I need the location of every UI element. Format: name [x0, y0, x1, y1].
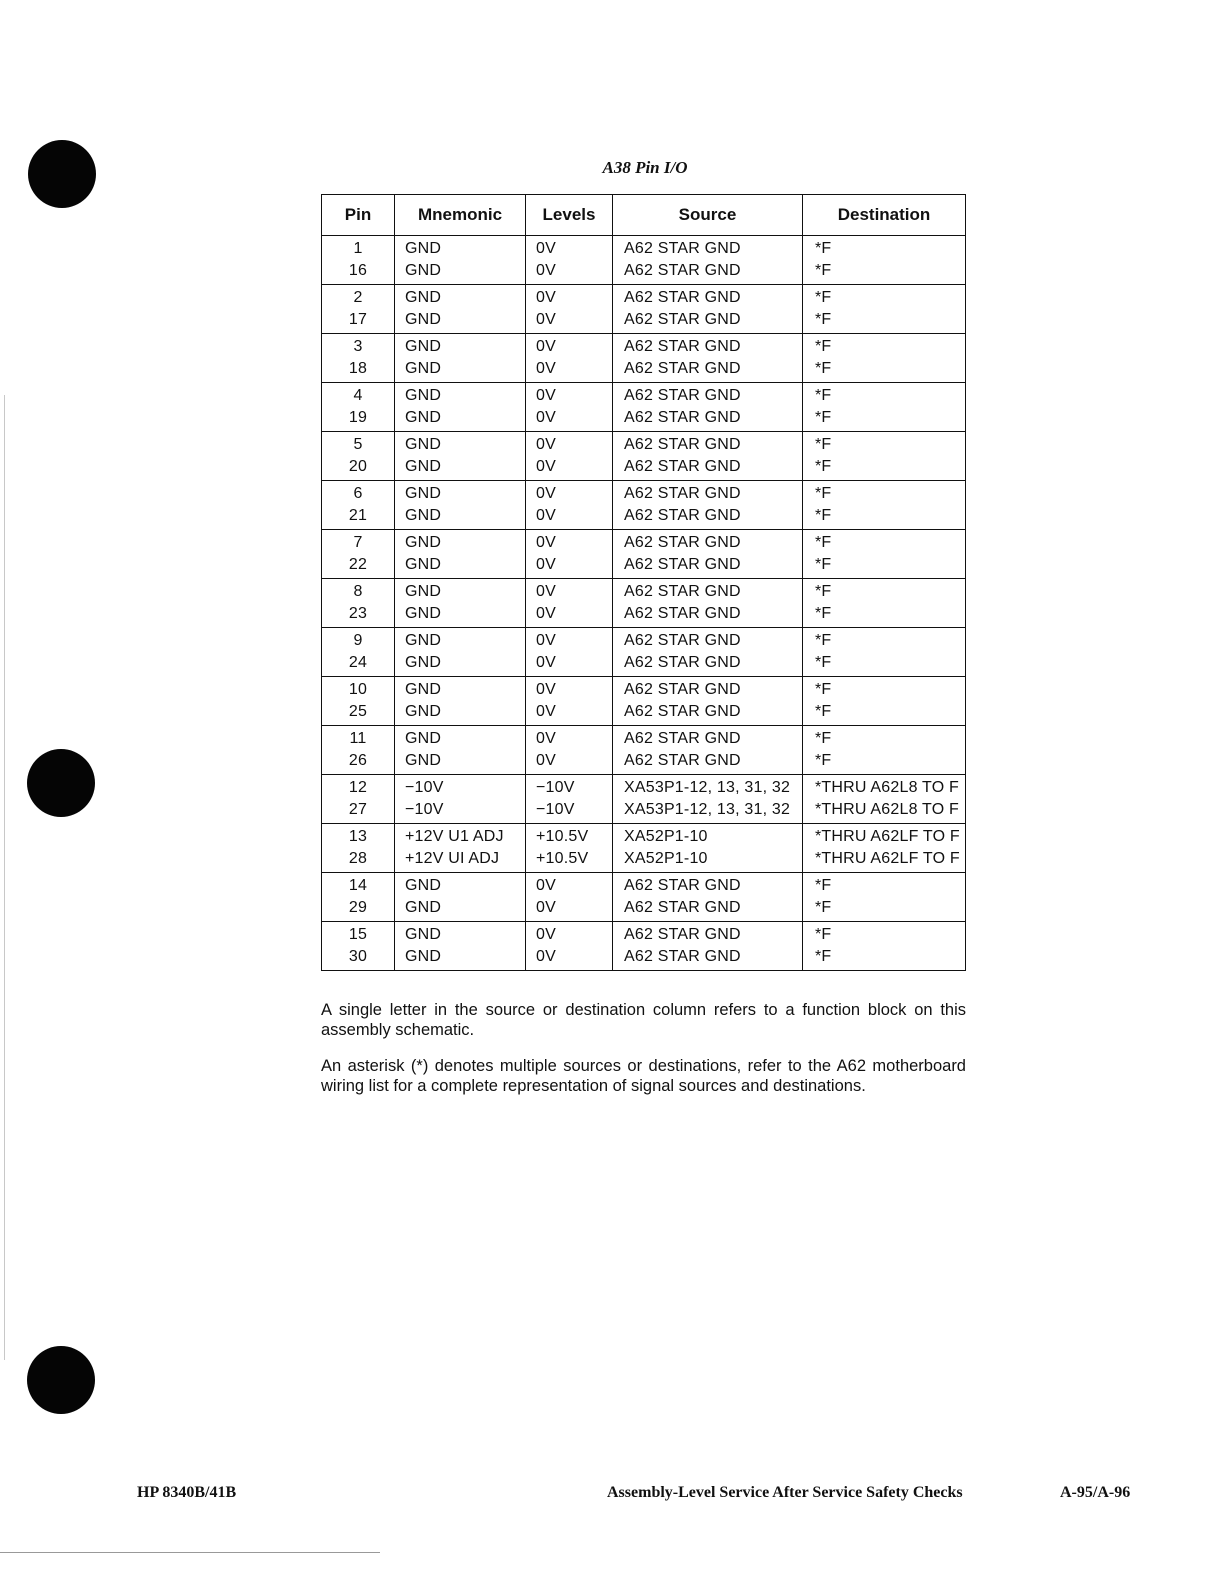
cell-source [613, 481, 803, 530]
cell-mnemonic-line: GND [405, 898, 442, 916]
cell-levels [526, 285, 613, 334]
cell-mnemonic-line: GND [405, 408, 442, 426]
cell-levels-line: 0V [536, 681, 556, 698]
cell-mnemonic-line: +12V UI ADJ [405, 849, 500, 867]
cell-source-line: A62 STAR GND [624, 485, 741, 502]
cell-mnemonic-line: GND [405, 289, 442, 306]
cell-pin-line: 12 [348, 779, 368, 796]
cell-destination [803, 481, 966, 530]
cell-destination-line: *THRU A62L8 TO F [815, 800, 959, 818]
cell-levels [526, 481, 613, 530]
cell-source-line: XA53P1-12, 13, 31, 32 [624, 800, 791, 818]
cell-levels [526, 236, 613, 285]
pin-io-table [321, 194, 966, 971]
cell-pin [322, 873, 395, 922]
cell-destination-line: *F [815, 534, 832, 551]
cell-mnemonic [395, 285, 526, 334]
cell-destination-line: *F [815, 506, 832, 524]
cell-levels-line: +10.5V [536, 849, 589, 867]
cell-destination-line: *F [815, 877, 832, 894]
cell-levels [526, 824, 613, 873]
cell-pin-line: 3 [353, 338, 363, 355]
cell-destination-line: *THRU A62LF TO F [815, 849, 960, 867]
cell-mnemonic [395, 775, 526, 824]
cell-levels-line: 0V [536, 751, 556, 769]
note-asterisk: An asterisk (*) denotes multiple sources or destinations, refer to the A62 motherboard wiring list for a complete representation of signal sources and destinations. [321, 1057, 966, 1095]
cell-pin-line: 11 [349, 730, 367, 747]
cell-source [613, 628, 803, 677]
cell-source-line: A62 STAR GND [624, 947, 741, 965]
cell-source-line: A62 STAR GND [624, 877, 741, 894]
cell-mnemonic-line: +12V U1 ADJ [405, 828, 504, 845]
cell-mnemonic-line: GND [405, 751, 442, 769]
cell-pin-line: 22 [348, 555, 368, 573]
cell-source-line: A62 STAR GND [624, 898, 741, 916]
cell-destination-line: *F [815, 681, 832, 698]
cell-source-line: A62 STAR GND [624, 408, 741, 426]
cell-levels-line: 0V [536, 653, 556, 671]
cell-destination-line: *F [815, 261, 832, 279]
cell-levels-line: 0V [536, 583, 556, 600]
cell-destination [803, 334, 966, 383]
cell-destination-line: *THRU A62LF TO F [815, 828, 960, 845]
cell-levels-line: −10V [536, 779, 575, 796]
cell-pin-line: 10 [348, 681, 368, 698]
cell-pin-line: 5 [353, 436, 363, 453]
cell-levels-line: 0V [536, 289, 556, 306]
cell-source-line: A62 STAR GND [624, 506, 741, 524]
cell-source [613, 334, 803, 383]
cell-pin-line: 21 [348, 506, 368, 524]
cell-mnemonic [395, 579, 526, 628]
cell-destination [803, 236, 966, 285]
cell-destination-line: *F [815, 338, 832, 355]
table-row [322, 481, 966, 530]
cell-mnemonic-line: GND [405, 730, 442, 747]
cell-levels-line: 0V [536, 898, 556, 916]
cell-levels-line: 0V [536, 408, 556, 426]
cell-mnemonic-line: GND [405, 534, 442, 551]
cell-destination [803, 677, 966, 726]
cell-pin [322, 285, 395, 334]
cell-destination-line: *F [815, 632, 832, 649]
scan-edge-line [4, 395, 5, 1360]
cell-destination [803, 628, 966, 677]
cell-mnemonic-line: GND [405, 632, 442, 649]
cell-levels [526, 775, 613, 824]
cell-pin-line: 23 [348, 604, 368, 622]
cell-levels-line: 0V [536, 387, 556, 404]
cell-pin [322, 334, 395, 383]
cell-levels [526, 334, 613, 383]
cell-levels [526, 432, 613, 481]
cell-mnemonic [395, 922, 526, 971]
cell-destination [803, 824, 966, 873]
cell-destination [803, 579, 966, 628]
cell-mnemonic [395, 432, 526, 481]
cell-mnemonic-line: GND [405, 240, 442, 257]
table-row [322, 236, 966, 285]
cell-source-line: A62 STAR GND [624, 583, 741, 600]
cell-source [613, 775, 803, 824]
cell-levels-line: 0V [536, 947, 556, 965]
cell-destination-line: *F [815, 751, 832, 769]
cell-destination-line: *F [815, 653, 832, 671]
cell-pin-line: 15 [348, 926, 368, 943]
cell-pin-line: 27 [348, 800, 368, 818]
header-source: Source [613, 195, 803, 236]
table-row [322, 775, 966, 824]
cell-source-line: A62 STAR GND [624, 926, 741, 943]
cell-levels-line: 0V [536, 310, 556, 328]
cell-source-line: A62 STAR GND [624, 555, 741, 573]
cell-destination-line: *F [815, 436, 832, 453]
footer-section: Assembly-Level Service After Service Safety Checks [607, 1484, 963, 1501]
cell-source [613, 922, 803, 971]
footer-model: HP 8340B/41B [137, 1484, 237, 1501]
table-row [322, 824, 966, 873]
cell-pin-line: 6 [353, 485, 363, 502]
cell-levels [526, 922, 613, 971]
cell-pin-line: 14 [348, 877, 368, 894]
cell-pin-line: 26 [348, 751, 368, 769]
cell-levels-line: 0V [536, 261, 556, 279]
cell-levels-line: 0V [536, 632, 556, 649]
table-row [322, 579, 966, 628]
table-row [322, 726, 966, 775]
cell-levels-line: 0V [536, 506, 556, 524]
cell-mnemonic [395, 236, 526, 285]
cell-mnemonic-line: GND [405, 387, 442, 404]
cell-mnemonic-line: GND [405, 485, 442, 502]
cell-pin-line: 28 [348, 849, 368, 867]
cell-pin [322, 824, 395, 873]
cell-destination [803, 775, 966, 824]
cell-destination-line: *F [815, 926, 832, 943]
cell-mnemonic-line: GND [405, 653, 442, 671]
cell-source [613, 677, 803, 726]
cell-levels-line: 0V [536, 240, 556, 257]
cell-levels [526, 579, 613, 628]
cell-pin-line: 9 [353, 632, 363, 649]
cell-pin-line: 19 [348, 408, 368, 426]
cell-levels [526, 530, 613, 579]
cell-mnemonic-line: GND [405, 338, 442, 355]
header-levels: Levels [526, 195, 613, 236]
cell-pin-line: 1 [353, 240, 363, 257]
cell-mnemonic [395, 726, 526, 775]
cell-pin [322, 628, 395, 677]
scan-bottom-line [0, 1552, 380, 1553]
cell-pin-line: 17 [348, 310, 368, 328]
cell-mnemonic [395, 873, 526, 922]
cell-source-line: XA52P1-10 [624, 828, 708, 845]
cell-destination-line: *F [815, 387, 832, 404]
cell-levels-line: 0V [536, 457, 556, 475]
cell-source [613, 383, 803, 432]
cell-mnemonic [395, 628, 526, 677]
table-row [322, 285, 966, 334]
table-row [322, 628, 966, 677]
cell-destination [803, 530, 966, 579]
cell-mnemonic-line: −10V [405, 779, 444, 796]
cell-source-line: A62 STAR GND [624, 653, 741, 671]
cell-source-line: A62 STAR GND [624, 240, 741, 257]
cell-pin [322, 922, 395, 971]
cell-levels-line: 0V [536, 485, 556, 502]
cell-destination-line: *F [815, 240, 832, 257]
cell-destination-line: *THRU A62L8 TO F [815, 779, 959, 796]
cell-pin-line: 7 [353, 534, 363, 551]
cell-source-line: A62 STAR GND [624, 751, 741, 769]
cell-destination-line: *F [815, 457, 832, 475]
cell-levels-line: 0V [536, 926, 556, 943]
cell-mnemonic-line: GND [405, 436, 442, 453]
note-single-letter: A single letter in the source or destination column refers to a function block on this assembly schematic. [321, 1001, 966, 1039]
cell-source-line: A62 STAR GND [624, 289, 741, 306]
cell-source-line: A62 STAR GND [624, 261, 741, 279]
cell-source [613, 285, 803, 334]
cell-levels-line: 0V [536, 359, 556, 377]
cell-mnemonic [395, 334, 526, 383]
table-header-row [322, 195, 966, 236]
cell-pin-line: 13 [348, 828, 368, 845]
table-row [322, 383, 966, 432]
cell-levels-line: 0V [536, 730, 556, 747]
table-row [322, 677, 966, 726]
cell-mnemonic [395, 481, 526, 530]
cell-destination-line: *F [815, 604, 832, 622]
cell-mnemonic [395, 383, 526, 432]
cell-mnemonic-line: GND [405, 947, 442, 965]
cell-pin [322, 726, 395, 775]
cell-source-line: A62 STAR GND [624, 730, 741, 747]
table-row [322, 873, 966, 922]
cell-pin [322, 236, 395, 285]
cell-mnemonic-line: GND [405, 702, 442, 720]
cell-pin [322, 481, 395, 530]
cell-levels-line: 0V [536, 534, 556, 551]
cell-source-line: A62 STAR GND [624, 702, 741, 720]
cell-destination-line: *F [815, 702, 832, 720]
cell-destination [803, 383, 966, 432]
cell-mnemonic-line: GND [405, 583, 442, 600]
header-mnemonic: Mnemonic [395, 195, 526, 236]
cell-destination-line: *F [815, 485, 832, 502]
cell-pin-line: 20 [348, 457, 368, 475]
table-body [322, 236, 966, 971]
cell-pin [322, 677, 395, 726]
cell-destination [803, 922, 966, 971]
cell-levels [526, 873, 613, 922]
cell-destination-line: *F [815, 583, 832, 600]
cell-pin-line: 18 [348, 359, 368, 377]
cell-levels-line: 0V [536, 436, 556, 453]
cell-pin-line: 24 [348, 653, 368, 671]
cell-mnemonic-line: GND [405, 555, 442, 573]
cell-mnemonic-line: −10V [405, 800, 444, 818]
cell-source-line: A62 STAR GND [624, 387, 741, 404]
cell-destination-line: *F [815, 408, 832, 426]
cell-destination-line: *F [815, 947, 832, 965]
cell-source-line: A62 STAR GND [624, 681, 741, 698]
cell-mnemonic-line: GND [405, 604, 442, 622]
cell-levels-line: 0V [536, 338, 556, 355]
cell-mnemonic-line: GND [405, 359, 442, 377]
cell-pin-line: 25 [348, 702, 368, 720]
cell-levels [526, 628, 613, 677]
cell-pin-line: 8 [353, 583, 363, 600]
cell-source-line: XA52P1-10 [624, 849, 708, 867]
cell-levels-line: 0V [536, 702, 556, 720]
cell-destination-line: *F [815, 730, 832, 747]
cell-mnemonic [395, 530, 526, 579]
cell-destination-line: *F [815, 555, 832, 573]
cell-source [613, 726, 803, 775]
cell-source-line: A62 STAR GND [624, 534, 741, 551]
cell-levels-line: 0V [536, 555, 556, 573]
cell-levels-line: 0V [536, 877, 556, 894]
cell-mnemonic-line: GND [405, 261, 442, 279]
cell-levels-line: −10V [536, 800, 575, 818]
table-row [322, 432, 966, 481]
cell-levels [526, 383, 613, 432]
cell-source [613, 873, 803, 922]
cell-destination-line: *F [815, 289, 832, 306]
cell-source [613, 432, 803, 481]
cell-mnemonic-line: GND [405, 926, 442, 943]
punch-hole-bottom [27, 1346, 95, 1414]
cell-source-line: A62 STAR GND [624, 310, 741, 328]
punch-hole-middle [27, 749, 95, 817]
table-row [322, 530, 966, 579]
cell-destination-line: *F [815, 310, 832, 328]
cell-pin [322, 530, 395, 579]
cell-mnemonic [395, 677, 526, 726]
cell-mnemonic-line: GND [405, 877, 442, 894]
cell-mnemonic-line: GND [405, 310, 442, 328]
cell-source [613, 236, 803, 285]
cell-mnemonic-line: GND [405, 506, 442, 524]
cell-destination [803, 432, 966, 481]
cell-destination [803, 285, 966, 334]
cell-pin-line: 30 [348, 947, 368, 965]
cell-pin [322, 579, 395, 628]
cell-destination-line: *F [815, 359, 832, 377]
cell-source-line: XA53P1-12, 13, 31, 32 [624, 779, 791, 796]
cell-source [613, 824, 803, 873]
cell-mnemonic-line: GND [405, 457, 442, 475]
cell-levels [526, 726, 613, 775]
cell-source-line: A62 STAR GND [624, 359, 741, 377]
footer-page-number: A-95/A-96 [1060, 1484, 1131, 1501]
cell-pin [322, 432, 395, 481]
cell-source-line: A62 STAR GND [624, 457, 741, 475]
header-destination: Destination [803, 195, 966, 236]
table-row [322, 922, 966, 971]
cell-levels-line: +10.5V [536, 828, 589, 845]
cell-pin [322, 775, 395, 824]
cell-source-line: A62 STAR GND [624, 436, 741, 453]
cell-levels [526, 677, 613, 726]
cell-mnemonic-line: GND [405, 681, 442, 698]
page-title: A38 Pin I/O [602, 158, 688, 177]
cell-levels-line: 0V [536, 604, 556, 622]
cell-source-line: A62 STAR GND [624, 632, 741, 649]
cell-source [613, 579, 803, 628]
cell-pin-line: 29 [348, 898, 368, 916]
cell-mnemonic [395, 824, 526, 873]
cell-pin-line: 2 [353, 289, 363, 306]
cell-destination-line: *F [815, 898, 832, 916]
cell-destination [803, 873, 966, 922]
cell-source-line: A62 STAR GND [624, 604, 741, 622]
cell-pin-line: 4 [353, 387, 363, 404]
cell-pin-line: 16 [348, 261, 368, 279]
table-row [322, 334, 966, 383]
cell-source [613, 530, 803, 579]
cell-pin [322, 383, 395, 432]
cell-source-line: A62 STAR GND [624, 338, 741, 355]
cell-destination [803, 726, 966, 775]
header-pin: Pin [322, 195, 395, 236]
